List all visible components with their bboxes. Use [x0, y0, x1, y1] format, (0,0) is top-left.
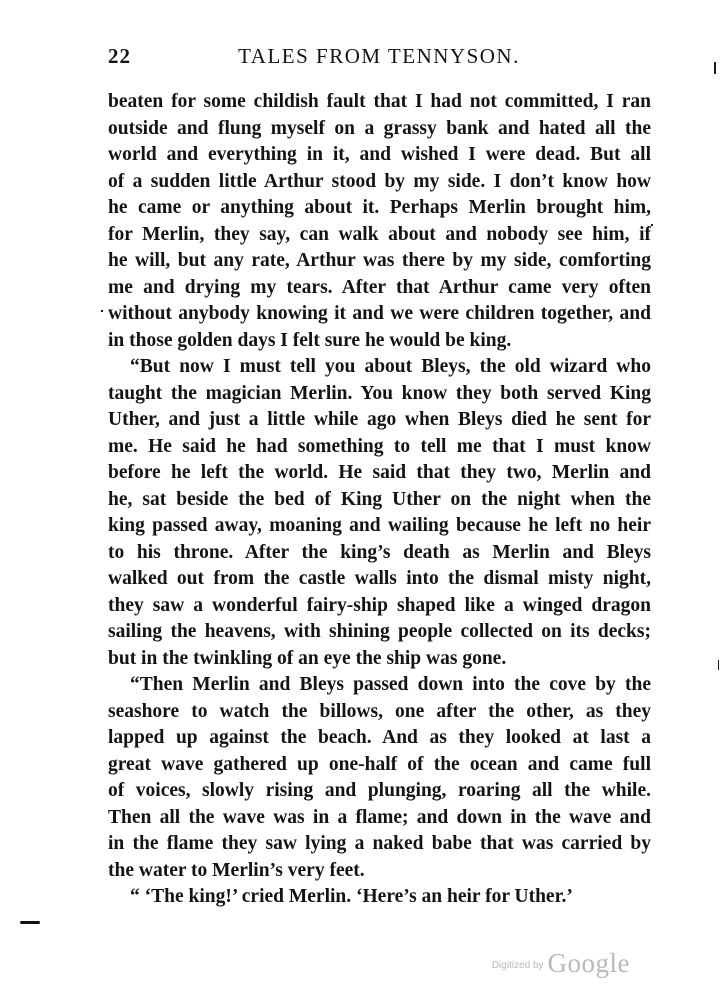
- text-line: for Merlin, they say, can walk about and nobody see him, if: [108, 223, 651, 245]
- text-line: lapped up against the beach. And as they looked at last a: [108, 727, 651, 748]
- text-line: he came or anything about it. Perhaps Merlin brought him,: [108, 197, 651, 218]
- text-line: me and drying my tears. After that Arthur came very often: [108, 276, 651, 298]
- text-line: outside and flung myself on a grassy bank and hated all the: [108, 117, 651, 139]
- text-line: great wave gathered up one-half of the ocean and came full: [108, 753, 651, 775]
- text-line: the water to Merlin’s very feet.: [108, 859, 365, 881]
- text-line: “ ‘The king!’ cried Merlin. ‘Here’s an heir for Uther.’: [130, 886, 573, 907]
- scan-mark: [20, 921, 40, 924]
- text-line: but in the twinkling of an eye the ship was gone.: [108, 647, 507, 669]
- scan-speck: [714, 62, 716, 74]
- text-line: without anybody knowing it and we were children together, and: [108, 303, 651, 324]
- text-line: in those golden days I felt sure he would be king.: [108, 329, 512, 351]
- text-line: he, sat beside the bed of King Uther on the night when the: [108, 488, 651, 510]
- text-line: he will, but any rate, Arthur was there by my side, comforting: [108, 250, 651, 271]
- text-line: of a sudden little Arthur stood by my side. I don’t know how: [108, 170, 651, 192]
- digitized-by-google-watermark: [492, 948, 630, 979]
- text-line: Then all the wave was in a flame; and down in the wave and: [108, 806, 651, 828]
- text-line: me. He said he had something to tell me that I must know: [108, 435, 651, 457]
- text-line: taught the magician Merlin. You know they both served King: [108, 382, 651, 404]
- text-line: seashore to watch the billows, one after the other, as they: [108, 700, 651, 722]
- text-line: walked out from the castle walls into the dismal misty night,: [108, 568, 651, 589]
- text-line: “But now I must tell you about Bleys, the old wizard who: [130, 356, 651, 377]
- text-line: world and everything in it, and wished I were dead. But all: [108, 144, 651, 165]
- text-line: to his throne. After the king’s death as Merlin and Bleys: [108, 541, 651, 563]
- text-line: before he left the world. He said that they two, Merlin and: [108, 462, 651, 483]
- scan-speck: [101, 310, 103, 312]
- running-title: TALES FROM TENNYSON.: [238, 44, 520, 68]
- text-line: beaten for some childish fault that I had not committed, I ran: [108, 91, 651, 112]
- text-line: “Then Merlin and Bleys passed down into the cove by the: [130, 674, 651, 695]
- text-line: of voices, slowly rising and plunging, roaring all the while.: [108, 780, 651, 801]
- google-logo: Google: [547, 948, 630, 978]
- scan-speck: [651, 224, 653, 226]
- text-line: sailing the heavens, with shining people collected on its decks;: [108, 621, 651, 642]
- page-header: [108, 44, 650, 74]
- scan-speck: [718, 660, 719, 670]
- text-line: king passed away, moaning and wailing because he left no heir: [108, 515, 651, 536]
- watermark-prefix: Digitized by: [491, 960, 544, 971]
- text-line: in the flame they saw lying a naked babe that was carried by: [108, 833, 651, 854]
- body-text: [108, 89, 651, 911]
- page-number: 22: [108, 44, 131, 68]
- text-line: Uther, and just a little while ago when Bleys died he sent for: [108, 409, 651, 430]
- text-line: they saw a wonderful fairy-ship shaped like a winged dragon: [108, 594, 651, 616]
